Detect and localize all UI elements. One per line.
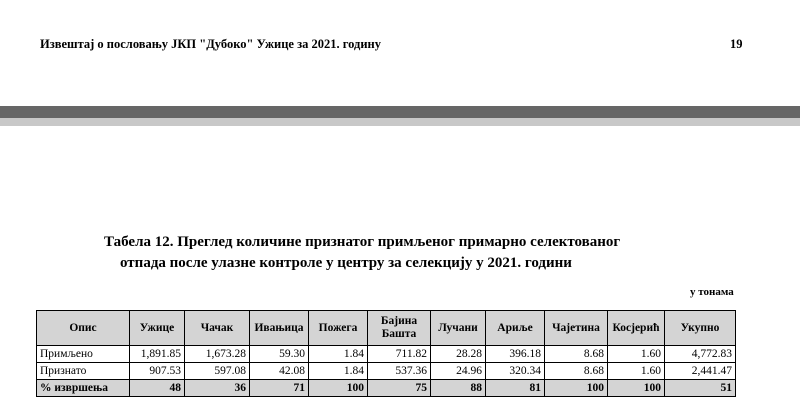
- table-cell: 1,673.28: [185, 346, 250, 363]
- header-divider-light: [0, 118, 800, 126]
- col-header-description: Опис: [37, 311, 130, 346]
- table-cell: % извршења: [37, 380, 130, 397]
- col-header-pozega: Пожега: [309, 311, 368, 346]
- table-cell: Примљено: [37, 346, 130, 363]
- col-header-arilje: Ариље: [486, 311, 545, 346]
- col-header-lucani: Лучани: [431, 311, 486, 346]
- table-cell: 48: [130, 380, 185, 397]
- table-cell: 4,772.83: [665, 346, 736, 363]
- table-cell: 537.36: [368, 363, 431, 380]
- table-cell: 81: [486, 380, 545, 397]
- table-cell: 42.08: [250, 363, 309, 380]
- table-cell: 8.68: [545, 346, 608, 363]
- table-row-received: [37, 346, 736, 363]
- table-cell: 1,891.85: [130, 346, 185, 363]
- table-cell: 1.84: [309, 363, 368, 380]
- table-cell: 2,441.47: [665, 363, 736, 380]
- table-cell: 51: [665, 380, 736, 397]
- table-caption-line-1: Табела 12. Преглед количине признатог примљеног примарно селектованог: [104, 234, 621, 250]
- table-cell: 100: [608, 380, 665, 397]
- table-header-row: [37, 311, 736, 346]
- header-divider-dark: [0, 106, 800, 118]
- col-header-kosjeric: Косјерић: [608, 311, 665, 346]
- col-header-cajetina: Чајетина: [545, 311, 608, 346]
- table-row-accepted: [37, 363, 736, 380]
- table-cell: 75: [368, 380, 431, 397]
- table-cell: 88: [431, 380, 486, 397]
- units-label: у тонама: [690, 286, 734, 298]
- table-cell: 24.96: [431, 363, 486, 380]
- table-cell: 100: [309, 380, 368, 397]
- table-cell: 1.84: [309, 346, 368, 363]
- col-header-bajina-basta: Бајина Башта: [368, 311, 431, 346]
- table-row-percent: [37, 380, 736, 397]
- table-cell: 907.53: [130, 363, 185, 380]
- page-number: 19: [730, 37, 743, 51]
- table-caption-line-2: отпада после улазне контроле у центру за селекцију у 2021. години: [120, 255, 572, 271]
- table-cell: 1.60: [608, 363, 665, 380]
- col-header-total: Укупно: [665, 311, 736, 346]
- table-cell: 8.68: [545, 363, 608, 380]
- table-cell: 396.18: [486, 346, 545, 363]
- document-header-title: Извештај о пословању ЈКП "Дубоко" Ужице за 2021. годину: [40, 37, 381, 51]
- table-cell: 711.82: [368, 346, 431, 363]
- col-header-ivanjica: Ивањица: [250, 311, 309, 346]
- table-cell: 100: [545, 380, 608, 397]
- table-cell: 1.60: [608, 346, 665, 363]
- table-cell: 28.28: [431, 346, 486, 363]
- waste-table: [36, 310, 736, 397]
- table-cell: 597.08: [185, 363, 250, 380]
- table-cell: 36: [185, 380, 250, 397]
- table-cell: 59.30: [250, 346, 309, 363]
- col-header-cacak: Чачак: [185, 311, 250, 346]
- table-cell: 320.34: [486, 363, 545, 380]
- table-cell: 71: [250, 380, 309, 397]
- col-header-uzice: Ужице: [130, 311, 185, 346]
- table-cell: Признато: [37, 363, 130, 380]
